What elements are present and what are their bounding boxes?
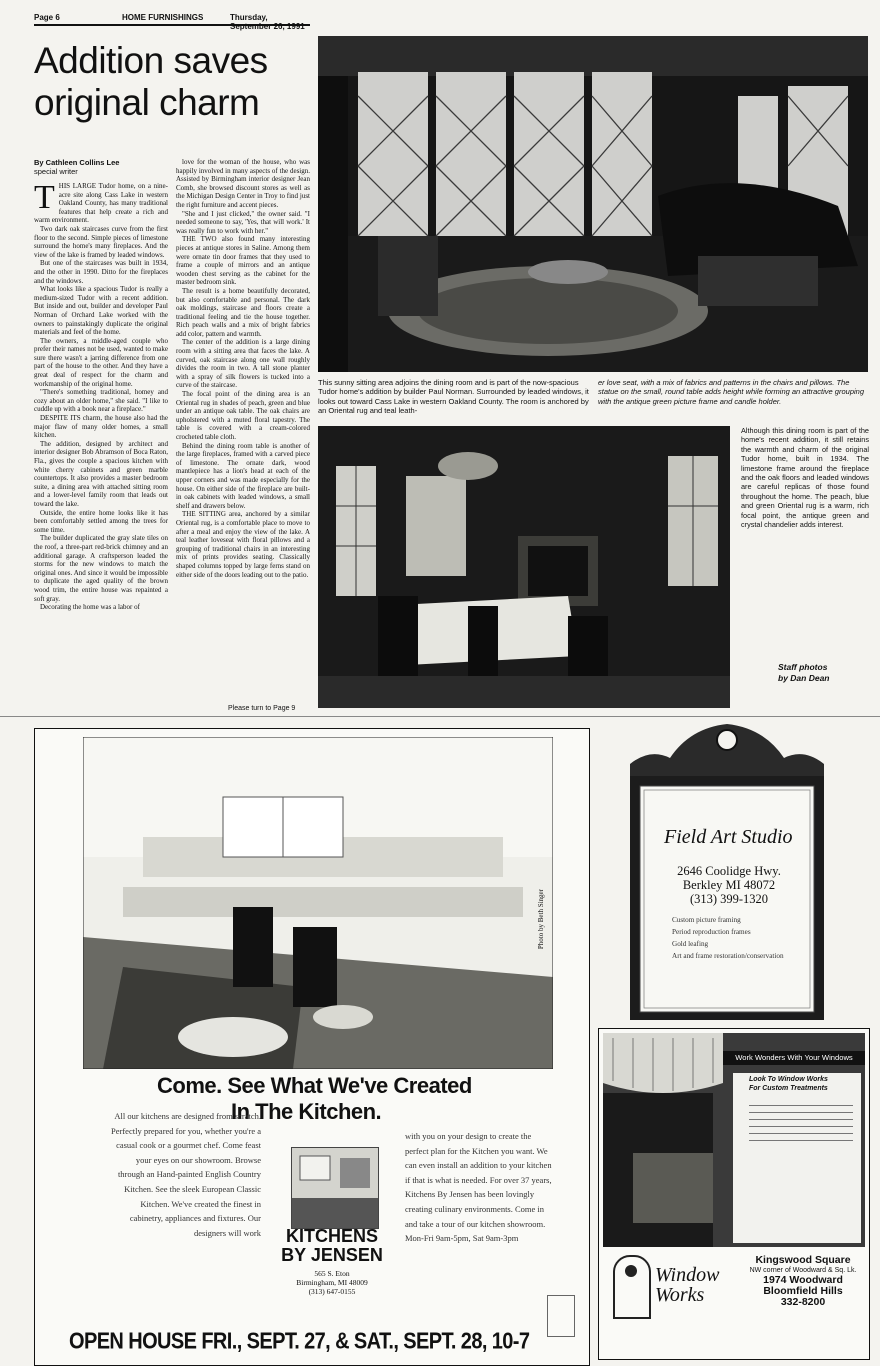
photo-credit-line-2: by Dan Dean (778, 673, 830, 683)
kitchens-by-jensen-ad (34, 728, 590, 1366)
window-works-phone: 332-8200 (780, 1296, 826, 1308)
article-lead-paragraph: THIS LARGE Tudor home, on a nine-acre site along Cass Lake in western Oakland County, has many traditional features that help create a rich and warm environment. (34, 182, 168, 225)
photo-caption-top-left: This sunny sitting area adjoins the dining room and is part of the now-spacious Tudor home's addition by builder Paul Norman. Surrounded by leaded windows, it looks out toward Cass Lake in western Oakland County. The room is anchored by an Oriental rug and teal leath- (318, 378, 589, 416)
ad-body-left: All our kitchens are designed from scratch. Perfectly prepared for you, whether you're a casual cook or a gourmet chef. Come feast your eyes on our showroom. Browse through an Hand-painted English Country Kitchen. See the sleek European Classic Kitchen. We've created the finest in cabinetry, appliances and fixtures. Our designers will work (111, 1111, 261, 1238)
jensen-logo-line-2: BY JENSEN (281, 1245, 383, 1265)
article-paragraph: DESPITE ITS charm, the house also had the major flaw of many older homes, a small kitchen. (34, 414, 168, 440)
field-art-services (672, 914, 812, 962)
dining-room-photo-graphic (318, 426, 730, 708)
article-paragraph: "There's something traditional, homey and cozy about an older home," she said. "I like to cuddle up with a book near a fireplace." (34, 388, 168, 414)
article-paragraph: The focal point of the dining area is an Oriental rug in shades of peach, green and blue under an antique oak table. The oak chairs are upholstered with a muted floral tapestry. The table is covered with a cream-colored crocheted table cloth. (176, 390, 310, 441)
window-works-store-name: Kingswood Square (755, 1254, 851, 1266)
article-paragraph: The addition, designed by architect and interior designer Bob Abramson of Boca Raton, Fla., gives the couple a spacious kitchen with white cherry cabinets and green marble countertops. It also provides a master bedroom suite, a dining area with attached sitting room and a lower-level family room that leads out toward the lake. (34, 439, 168, 508)
article-paragraph: THE SITTING area, anchored by a similar Oriental rug, is a comfortable place to move to after a meal and enjoy the view of the lake. A teal leather loveseat with floral pillows and a grouping of traditional chairs in an interesting mix of prints provides seating. Classically shaped columns topped by large ferns stand on either side of the doors leading out to the patio. (176, 510, 310, 579)
masthead (34, 8, 310, 31)
article-paragraph: Behind the dining room table is another of the large fireplaces, framed with a carved piece of limestone. The ornate dark, wood mantlepiece has a lion's head at each of the upper corners and was made especially for the house. On either side of the fireplace are built-in oak cabinets with leaded windows, a small shelf and drawers below. (176, 441, 310, 510)
article-column-2 (176, 158, 310, 706)
field-art-name: Field Art Studio (664, 826, 793, 848)
article-paragraph: Outside, the entire home looks like it has been comfortably settled among the trees for some time. (34, 508, 168, 534)
article-headline (34, 40, 310, 124)
article-column-1-body (34, 225, 168, 612)
window-works-logo-line-2: Works (655, 1284, 705, 1306)
page-number: Page 6 (34, 13, 60, 22)
article-paragraph: love for the woman of the house, who was happily involved in many aspects of the design. Assisted by Birmingham interior designer Jean Comb, she browsed discount stores as well as the Michigan Design Center in Troy to find just the right furniture and accent pieces. (176, 158, 310, 209)
article-paragraph: But one of the staircases was built in 1934, and the other in 1990. Ditto for the fireplaces and the windows. (34, 259, 168, 285)
service-item: Art and frame restoration/conservation (672, 952, 784, 960)
article-column-1 (34, 182, 168, 706)
window-works-ad (598, 1028, 870, 1360)
section-divider (0, 716, 880, 717)
kitchen-photo-graphic (83, 737, 553, 1069)
article-paragraph: THE TWO also found many interesting pieces at antique stores in Saline. Among them were ornate tin door frames that they used to frame a couple of mirrors and an antique wooden chest serving as the cabinet for the master bedroom sink. (176, 235, 310, 287)
window-works-logo-icon (613, 1255, 651, 1319)
article-paragraph: "She and I just clicked," the owner said. "I needed someone to say, 'Yes, that will work.' It was really fun to work with her." (176, 209, 310, 235)
photo-caption-top-right: er love seat, with a mix of fabrics and patterns in the chairs and pillows. The statue on the small, round table adds height while forming an attractive grouping with the antique green picture frame and candle holder. (598, 378, 864, 406)
field-art-contact (654, 864, 804, 906)
service-item: Custom picture framing (672, 916, 741, 924)
window-works-intro-2: For Custom Treatments (749, 1085, 828, 1092)
section-name: HOME FURNISHINGS (122, 13, 204, 22)
window-works-city: Bloomfield Hills (763, 1285, 843, 1297)
article-paragraph: The owners, a middle-aged couple who prefer their names not be used, wanted to make sure there wasn't a jarring difference from one part of the house to the other. And they have a great deal of respect for the charm and workmanship of the original home. (34, 336, 168, 388)
photo-credit-line-1: Staff photos (778, 662, 828, 672)
article-paragraph: The result is a home beautifully decorated, but also comfortable and personal. The dark oak moldings, staircase and floors create a traditional feeling and tie the house together. Rich peach walls and a mix of bright fabrics add color, pattern and warmth. (176, 286, 310, 338)
article-paragraph: The builder duplicated the gray slate tiles on the roof, a three-part red-brick chimney and an additional garage. A craftsperson leaded the storms for the new windows to match the original ones. And since it would be impossible to duplicate the aged quality of the brown wood trim, the entire house was repainted a soft gray. (34, 534, 168, 603)
kitchen-photo-credit: Photo by Beth Singer (537, 889, 545, 950)
headline-line-2: original charm (34, 82, 260, 123)
ad-kitchen-thumbnail (291, 1147, 379, 1229)
jensen-address (267, 1269, 397, 1296)
photo-caption-side: Although this dining room is part of the home's recent addition, it still retains the warmth and charm of the original Tudor home, built in 1934. The limestone frame around the fireplace and the oak floors and leaded windows are careful replicas of those found throughout the home. The peach, blue and green Oriental rug is a warm, rich focal point, the antique green and crystal chandelier adds interest. (741, 426, 869, 530)
window-works-banner: Work Wonders With Your Windows (723, 1051, 865, 1065)
field-art-studio-ad (620, 718, 834, 1022)
kitchen-photo (83, 737, 553, 1069)
byline (34, 158, 119, 176)
window-works-logo (655, 1265, 719, 1305)
continued-line: Please turn to Page 9 (228, 705, 296, 712)
article-paragraph: Two dark oak staircases curve from the first floor to the second. Simple pieces of limestone surround the home's many fireplaces. And the view of the lake is framed by leaded windows. (34, 224, 168, 259)
field-art-city: Berkley MI 48072 (682, 878, 776, 892)
service-item: Gold leafing (672, 940, 709, 948)
drop-cap: T (34, 182, 55, 216)
ad-body-right: with you on your design to create the perfect plan for the Kitchen you want. We can even install an addition to your kitchen if that is what is needed. For over 37 years, Kitchens By Jensen has been lovingly creating culinary environments. Come in and take a tour of our kitchen showroom. Mon-Fri 9am-5pm, Sat 9am-3pm (405, 1131, 552, 1244)
jensen-logo (267, 1227, 397, 1265)
window-works-bullets (749, 1099, 853, 1147)
window-works-store-location: NW corner of Woodward & Sq. Lk. (749, 1267, 857, 1274)
field-art-phone: (313) 399-1320 (689, 892, 769, 906)
ad-headline-line-2: In The Kitchen. (231, 1099, 382, 1124)
article-column-2-body (176, 158, 310, 579)
byline-author: By Cathleen Collins Lee (34, 158, 120, 167)
jensen-corner-graphic (547, 1295, 575, 1337)
issue-date: Thursday, September 26, 1991 (230, 13, 305, 31)
ad-kitchen-thumbnail-graphic (292, 1148, 378, 1228)
sitting-area-photo-graphic (318, 36, 868, 372)
window-works-intro-1: Look To Window Works (749, 1076, 828, 1083)
service-item: Period reproduction frames (672, 928, 751, 936)
ad-headline-line-1: Come. See What We've Created (157, 1073, 472, 1098)
window-works-logo-line-1: Window (655, 1264, 720, 1286)
article-paragraph: What looks like a spacious Tudor is really a medium-sized Tudor with a recent addition. But inside and out, builder and developer Paul Norman of Orchard Lake worked with the owners to painstakingly duplicate the original materials and feel of the home. (34, 285, 168, 337)
window-works-intro (749, 1075, 859, 1093)
field-art-street: 2646 Coolidge Hwy. (677, 864, 781, 878)
jensen-phone: (313) 647-0155 (308, 1287, 356, 1296)
headline-line-1: Addition saves (34, 40, 268, 81)
sitting-area-photo (318, 36, 868, 372)
article-paragraph: The center of the addition is a large dining room with a sitting area that faces the lake. A curved, oak staircase along one wall roughly divides the room in two. A tall stone planter with a spray of silk flowers is tucked into a curve of the staircase. (176, 338, 310, 390)
window-works-store (739, 1255, 867, 1308)
open-house-banner: OPEN HOUSE FRI., SEPT. 27, & SAT., SEPT. 28, 10-7 (69, 1329, 530, 1355)
byline-role: special writer (34, 167, 78, 176)
photo-credit (778, 662, 830, 684)
article-paragraph: Decorating the home was a labor of (40, 603, 140, 612)
dining-room-photo (318, 426, 730, 708)
window-works-address: 1974 Woodward (763, 1274, 843, 1286)
jensen-street: 565 S. Eton (314, 1269, 350, 1278)
jensen-city: Birmingham, MI 48009 (296, 1278, 368, 1287)
jensen-logo-line-1: KITCHENS (285, 1226, 378, 1246)
